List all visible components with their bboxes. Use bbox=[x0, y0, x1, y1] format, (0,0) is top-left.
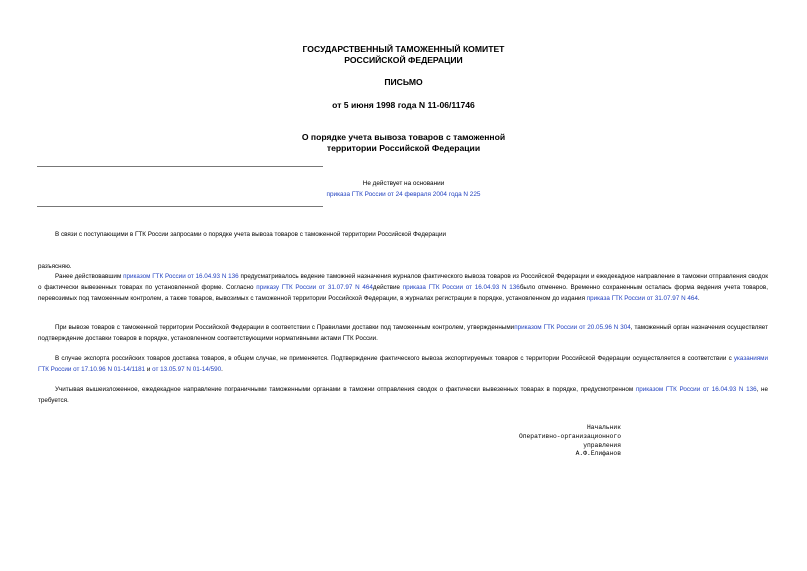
p4-text-c: . bbox=[221, 366, 223, 374]
status-note-link[interactable]: приказа ГТК России от 24 февраля 2004 года N 225 bbox=[326, 191, 481, 198]
p2-link-order-464[interactable]: приказу ГТК России от 31.07.97 N 464 bbox=[256, 284, 373, 292]
paragraph-2 bbox=[38, 271, 768, 305]
paragraph-1-ending: разъясняю. bbox=[38, 263, 72, 270]
paragraph-5 bbox=[38, 384, 768, 406]
paragraph-1: В связи с поступающими в ГТК России запросами о порядке учета вывоза товаров с таможенной территории Российской Федерации bbox=[55, 231, 447, 238]
title-line-2: территории Российской Федерации bbox=[326, 143, 481, 153]
p2-link-order-136-b[interactable]: приказа ГТК России от 16.04.93 N 136 bbox=[402, 284, 520, 292]
signature-department: Оперативно-организационного bbox=[518, 432, 621, 440]
status-note-text: Не действует на основании bbox=[362, 180, 445, 187]
p2-link-order-136[interactable]: приказом ГТК России от 16.04.93 N 136 bbox=[123, 273, 239, 280]
p5-text-a: Учитывая вышеизложенное, ежедекадное направление пограничными таможенными органами в таможни отправления сводок о фактически вывезенных товарах в порядке, предусмотренном bbox=[55, 386, 636, 393]
p4-text-b: и bbox=[145, 366, 153, 374]
signature-position: Начальник bbox=[586, 424, 621, 431]
paragraph-3 bbox=[38, 322, 768, 344]
p2-text-d: было отменено. Временно сохраненным осталась форма ведения учета товаров, перевозимых под таможенным контролем, а также товаров, вывозимых с таможенной территории Российской Федерации, в журналах регистрации в порядке, установленном до издания bbox=[38, 284, 768, 303]
p3-text-a: При вывозе товаров с таможенной территории Российской Федерации в соответствии с Правилами доставки под таможенным контролем, утвержденными bbox=[55, 324, 515, 331]
p4-text-a: В случае экспорта российских товаров доставка товаров, в общем случае, не применяется. Подтверждение фактического вывоза экспортируемых товаров с территории Российской Федерации осуществляется в соответствии с bbox=[55, 355, 734, 362]
signature-name: А.Ф.Елифанов bbox=[575, 450, 621, 458]
signature-unit: управления bbox=[583, 441, 621, 449]
document-date-number: от 5 июня 1998 года N 11-06/11746 bbox=[332, 100, 475, 110]
paragraph-4 bbox=[38, 353, 768, 375]
p5-text-b: , не требуется. bbox=[38, 386, 769, 405]
p3-link-order-304[interactable]: приказом ГТК России от 20.05.96 N 304 bbox=[514, 324, 631, 331]
p5-link-order-136[interactable]: приказом ГТК России от 16.04.93 N 136 bbox=[635, 386, 757, 393]
p4-link-instruction-590[interactable]: от 13.05.97 N 01-14/590 bbox=[152, 366, 222, 374]
divider-bottom bbox=[37, 206, 323, 207]
p4-link-instruction-1181[interactable]: указаниями ГТК России от 17.10.96 N 01-14/1181 bbox=[38, 355, 768, 374]
status-note bbox=[300, 178, 507, 200]
p3-text-b: , таможенный орган назначения осуществляет подтверждение доставки товаров в порядке, установленном соответствующими нормативными актами ГТК России. bbox=[38, 324, 768, 343]
p2-text-a: Ранее действовавшим bbox=[55, 273, 124, 280]
p2-text-b: предусматривалось ведение таможней назначения журналов фактического вывоза товаров из Российской Федерации и ежедекадное направление в таможни отправления сводок о фактически вывезенных товарах по установленной форме. Согласно bbox=[38, 273, 768, 292]
document-type: ПИСЬМО bbox=[384, 77, 423, 87]
divider-top bbox=[37, 166, 323, 167]
document-title bbox=[190, 132, 617, 154]
title-line-1: О порядке учета вывоза товаров с таможенной bbox=[301, 132, 506, 142]
authority-line-1: ГОСУДАРСТВЕННЫЙ ТАМОЖЕННЫЙ КОМИТЕТ bbox=[302, 44, 505, 54]
issuing-authority bbox=[190, 44, 617, 66]
p2-text-c: действие bbox=[372, 284, 403, 292]
signature-block bbox=[470, 424, 621, 459]
p2-link-order-464-b[interactable]: приказа ГТК России от 31.07.97 N 464 bbox=[586, 295, 698, 303]
p2-text-e: . bbox=[697, 295, 700, 303]
authority-line-2: РОССИЙСКОЙ ФЕДЕРАЦИИ bbox=[344, 55, 463, 65]
